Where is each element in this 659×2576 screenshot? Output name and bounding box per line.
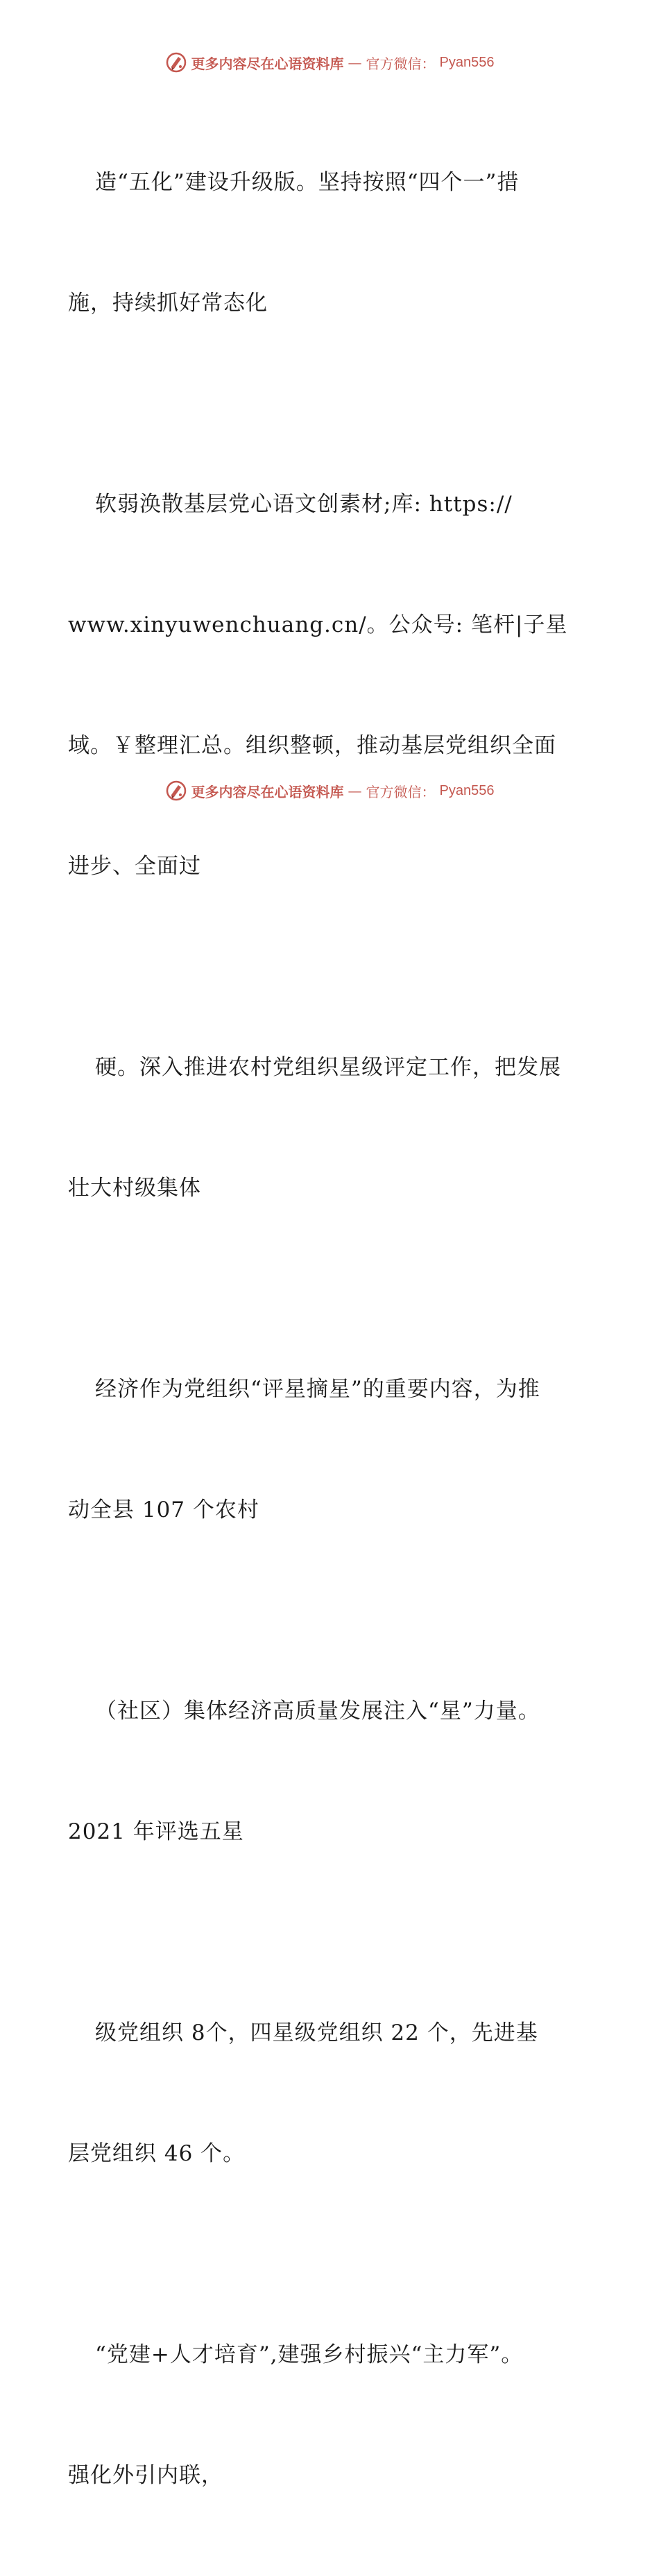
brand-logo-icon [165, 780, 187, 802]
text-line: www.xinyuwenchuang.cn/。公众号: 笔杆|子星 [68, 612, 568, 637]
paragraph [68, 1289, 595, 1611]
text-line: 经济作为党组织“评星摘星”的重要内容，为推 [95, 1377, 540, 1402]
text-line: 动全县 107 个农村 [68, 1497, 259, 1522]
paragraph [68, 1932, 595, 2254]
watermark-wechat-id: Pyan556 [439, 54, 495, 70]
text-line: 域。￥整理汇总。组织整顿，推动基层党组织全面 [68, 733, 556, 758]
header-watermark [0, 49, 659, 76]
text-line: 软弱涣散基层党心语文创素材;库: https:// [95, 492, 513, 517]
text-line: “党建+人才培育”,建强乡村振兴“主力军”。 [95, 2342, 524, 2367]
text-line: 进步、全面过 [68, 854, 201, 879]
text-line: 硬。深入推进农村党组织星级评定工作，把发展 [95, 1055, 561, 1080]
watermark-wechat-label: 官方微信： [366, 55, 436, 72]
watermark-wechat-id: Pyan556 [439, 782, 495, 798]
watermark-separator: — [348, 54, 362, 71]
text-line: 施，持续抓好常态化 [68, 291, 268, 316]
watermark-text: 更多内容尽在心语资料库 [191, 783, 344, 800]
paragraph [68, 82, 595, 404]
watermark-wechat-label: 官方微信： [366, 783, 436, 800]
text-line: 壮大村级集体 [68, 1176, 201, 1201]
paragraph [68, 2254, 595, 2576]
text-line: 造“五化”建设升级版。坚持按照“四个一”措 [95, 170, 520, 195]
text-line: 级党组织 8个，四星级党组织 22 个，先进基 [95, 2020, 538, 2045]
watermark-text: 更多内容尽在心语资料库 [191, 55, 344, 72]
paragraph [68, 1611, 595, 1932]
document-body [68, 82, 595, 2576]
brand-logo-icon [165, 51, 187, 74]
text-line: 强化外引内联， [68, 2463, 223, 2488]
text-line: （社区）集体经济高质量发展注入“星”力量。 [95, 1699, 540, 1724]
watermark-separator: — [348, 782, 362, 799]
paragraph [68, 404, 595, 967]
text-line: 层党组织 46 个。 [68, 2141, 246, 2166]
footer-watermark [0, 777, 659, 805]
text-line: 2021 年评选五星 [68, 1819, 244, 1844]
paragraph [68, 967, 595, 1289]
